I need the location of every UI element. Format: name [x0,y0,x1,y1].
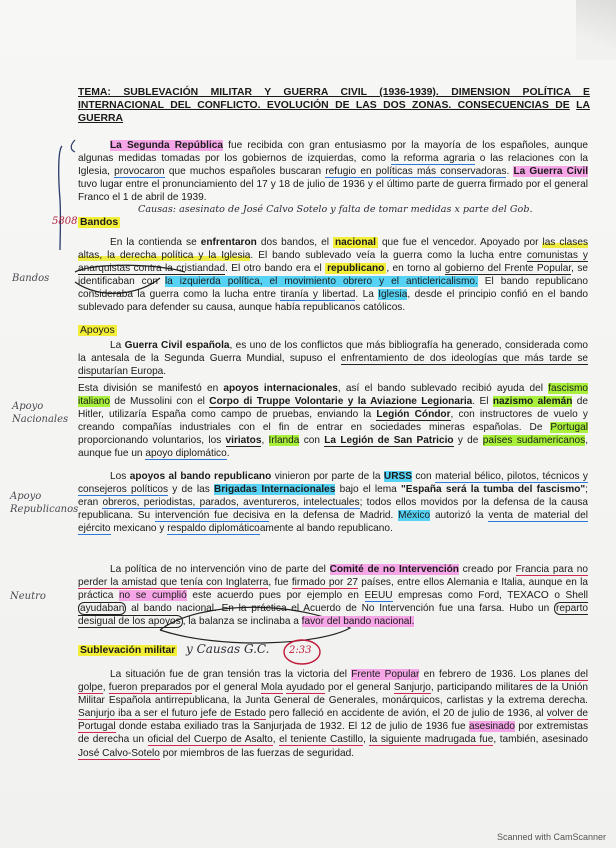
title-line-3: LA GUERRA [78,100,590,125]
paragraph-sublevacion: La situación fue de gran tensión tras la victoria del Frente Popular en febrero de 1936. Los planes del golpe, fueron preparados por el general Mola ayudado por el general Sanjurjo, participando militares de la Unión Militar Española antirrepublicana, la Junta General de Generales, monárquicos, carlistas y la extrema derecha. Sanjurjo iba a ser el futuro jefe de Estado pero falleció en accidente de avión, el 20 de julio de 1936, al volver de Portugal donde estaba exiliado tras la Sanjurjada de 1932. El 12 de julio de 1936 fue asesinado por extremistas de derecha un oficial del Cuerpo de Asalto, el teniente Castillo, la siguiente madrugada fue, también, asesinado José Calvo-Sotelo por miembros de las fuerzas de seguridad. [78,669,589,759]
highlight-brigadas: Brigadas Internacionales [213,484,336,496]
highlight-no-se-cumplio: no se cumplió [118,590,187,602]
highlight-nacional: nacional [334,237,376,248]
highlight-guerra-civil: La Guerra Civil [513,166,588,178]
handwritten-time: 2:33 [289,645,312,656]
highlight-mexico: México [398,510,431,522]
highlight-nazismo: nazismo alemán [492,396,573,408]
title-line-2: INTERNACIONAL DEL CONFLICTO. EVOLUCIÓN DE LAS DOS ZONAS. CONSECUENCIAS DE [78,100,570,112]
handwritten-number: 5808 [52,216,78,227]
highlight-segunda-republica: La Segunda República [110,140,223,151]
highlight-republicano: republicano [327,263,385,275]
heading-apoyos: Apoyos [80,325,115,336]
margin-note-apoyo-nacionales: Apoyo Nacionales [12,401,69,425]
paragraph-intro: La Segunda República fue recibida con gran entusiasmo por la mayoría de los españoles, aunque algunas medidas tomadas por los gobiernos de izquierdas, como la reforma agraria o las relaciones con la Iglesia, provocaron que muchos españoles buscaran refugio en políticas más conservadoras. La Guerra Civil tuvo lugar entre el pronunciamiento del 17 y 18 de julio de 1936 y el último parte de guerra firmado por el general Franco el 1 de abril de 1939. [78,140,589,204]
handwritten-causas-gc: y Causas G.C. [186,642,270,656]
highlight-portugal: Portugal [550,422,588,434]
highlight-fascismo: fascismo italiano [78,383,589,408]
highlight-irlanda: Irlanda [268,435,300,447]
scanner-watermark: Scanned with CamScanner [496,832,606,842]
highlight-urss: URSS [383,471,412,482]
handwritten-causas-note: Causas: asesinato de José Calvo Sotelo y falta de tomar medidas x parte del Gob. [138,204,533,215]
title-line-1: TEMA: SUBLEVACIÓN MILITAR Y GUERRA CIVIL (1936-1939). DIMENSION POLÍTICA E [78,87,590,98]
paragraph-guerra-civil: La Guerra Civil española, es uno de los conflictos que más bibliografía ha generado, considerada como la antesala de la Segunda Guerra Mundial, supuso el enfrentamiento de dos ideologías que más tarde se disputarían Europa. [78,340,588,378]
paragraph-no-intervencion: La política de no intervención vino de parte del Comité de no Intervención creado por Francia para no perder la amistad que tenía con Inglaterra, fue firmado por 27 países, entre ellos Alemania e Italia, aunque en la práctica no se cumplió este acuerdo pues por ejemplo en EEUU empresas como Ford, TEXACO o Shell ayudaban al bando nacional. En la práctica el Acuerdo de No Intervención fue una farsa. Hubo un reparto desigual de los apoyos , la balanza se inclinaba a favor del bando nacional. [78,564,588,628]
margin-note-apoyo-republicanos: Apoyo Republicanos [10,491,79,515]
highlight-asesinado: asesinado [468,721,516,733]
paragraph-bandos: En la contienda se enfrentaron dos bandos, el nacional que fue el vencedor. Apoyado por las clases altas, la derecha política y la Iglesia. El bando sublevado veía la guerra como la lucha entre comunistas y anarquistas contra la cristiandad. El otro bando era el republicano , en torno al gobierno del Frente Popular, se identificaban con la izquierda política, el movimiento obrero y el anticlericalismo. El bando republicano consideraba la guerra como la lucha entre tiranía y libertad. La Iglesia, desde el principio confió en el bando sublevado para defender su causa, aunque había republicanos católicos. [78,237,588,314]
highlight-comite: Comité de no Intervención [329,564,459,575]
paragraph-apoyos-internacionales: Esta división se manifestó en apoyos internacionales, así el bando sublevado recibió ayuda del fascismo italiano de Mussolini con el Corpo di Truppe Volontarie y la Aviazione Legionaria. El nazismo alemán de Hitler, utilizaría España como campo de pruebas, enviando la Legión Cóndor, con instructores de vuelo y creando compañías industriales con el fin de entrar en sociedades mineras españolas. De Portugal proporcionando voluntarios, los viriatos, Irlanda con La Legión de San Patricio y de países sudamericanos, aunque fue un apoyo diplomático. [78,383,589,460]
margin-note-neutro: Neutro [10,591,46,602]
highlight-izquierda: la izquierda política, el movimiento obrero y el anticlericalismo. [164,276,478,288]
heading-bandos: Bandos [80,217,119,228]
highlight-frente-popular: Frente Popular [351,669,420,680]
heading-sublevacion: Sublevación militar [80,645,176,656]
margin-note-bandos: Bandos [12,273,50,284]
document-title [78,86,590,126]
paragraph-apoyos-republicanos: Los apoyos al bando republicano vinieron por parte de la URSS con material bélico, pilotos, técnicos y consejeros políticos y de las Brigadas Internacionales bajo el lema "España será la tumba del fascismo"; eran obreros, periodistas, parados, aventureros, intelectuales; todos ellos movidos por la defensa de la causa republicana. Su intervención fue decisiva en la defensa de Madrid. México autorizó la venta de material del ejército mexicano y respaldo diplomáticoamente al bando republicano. [78,471,588,535]
